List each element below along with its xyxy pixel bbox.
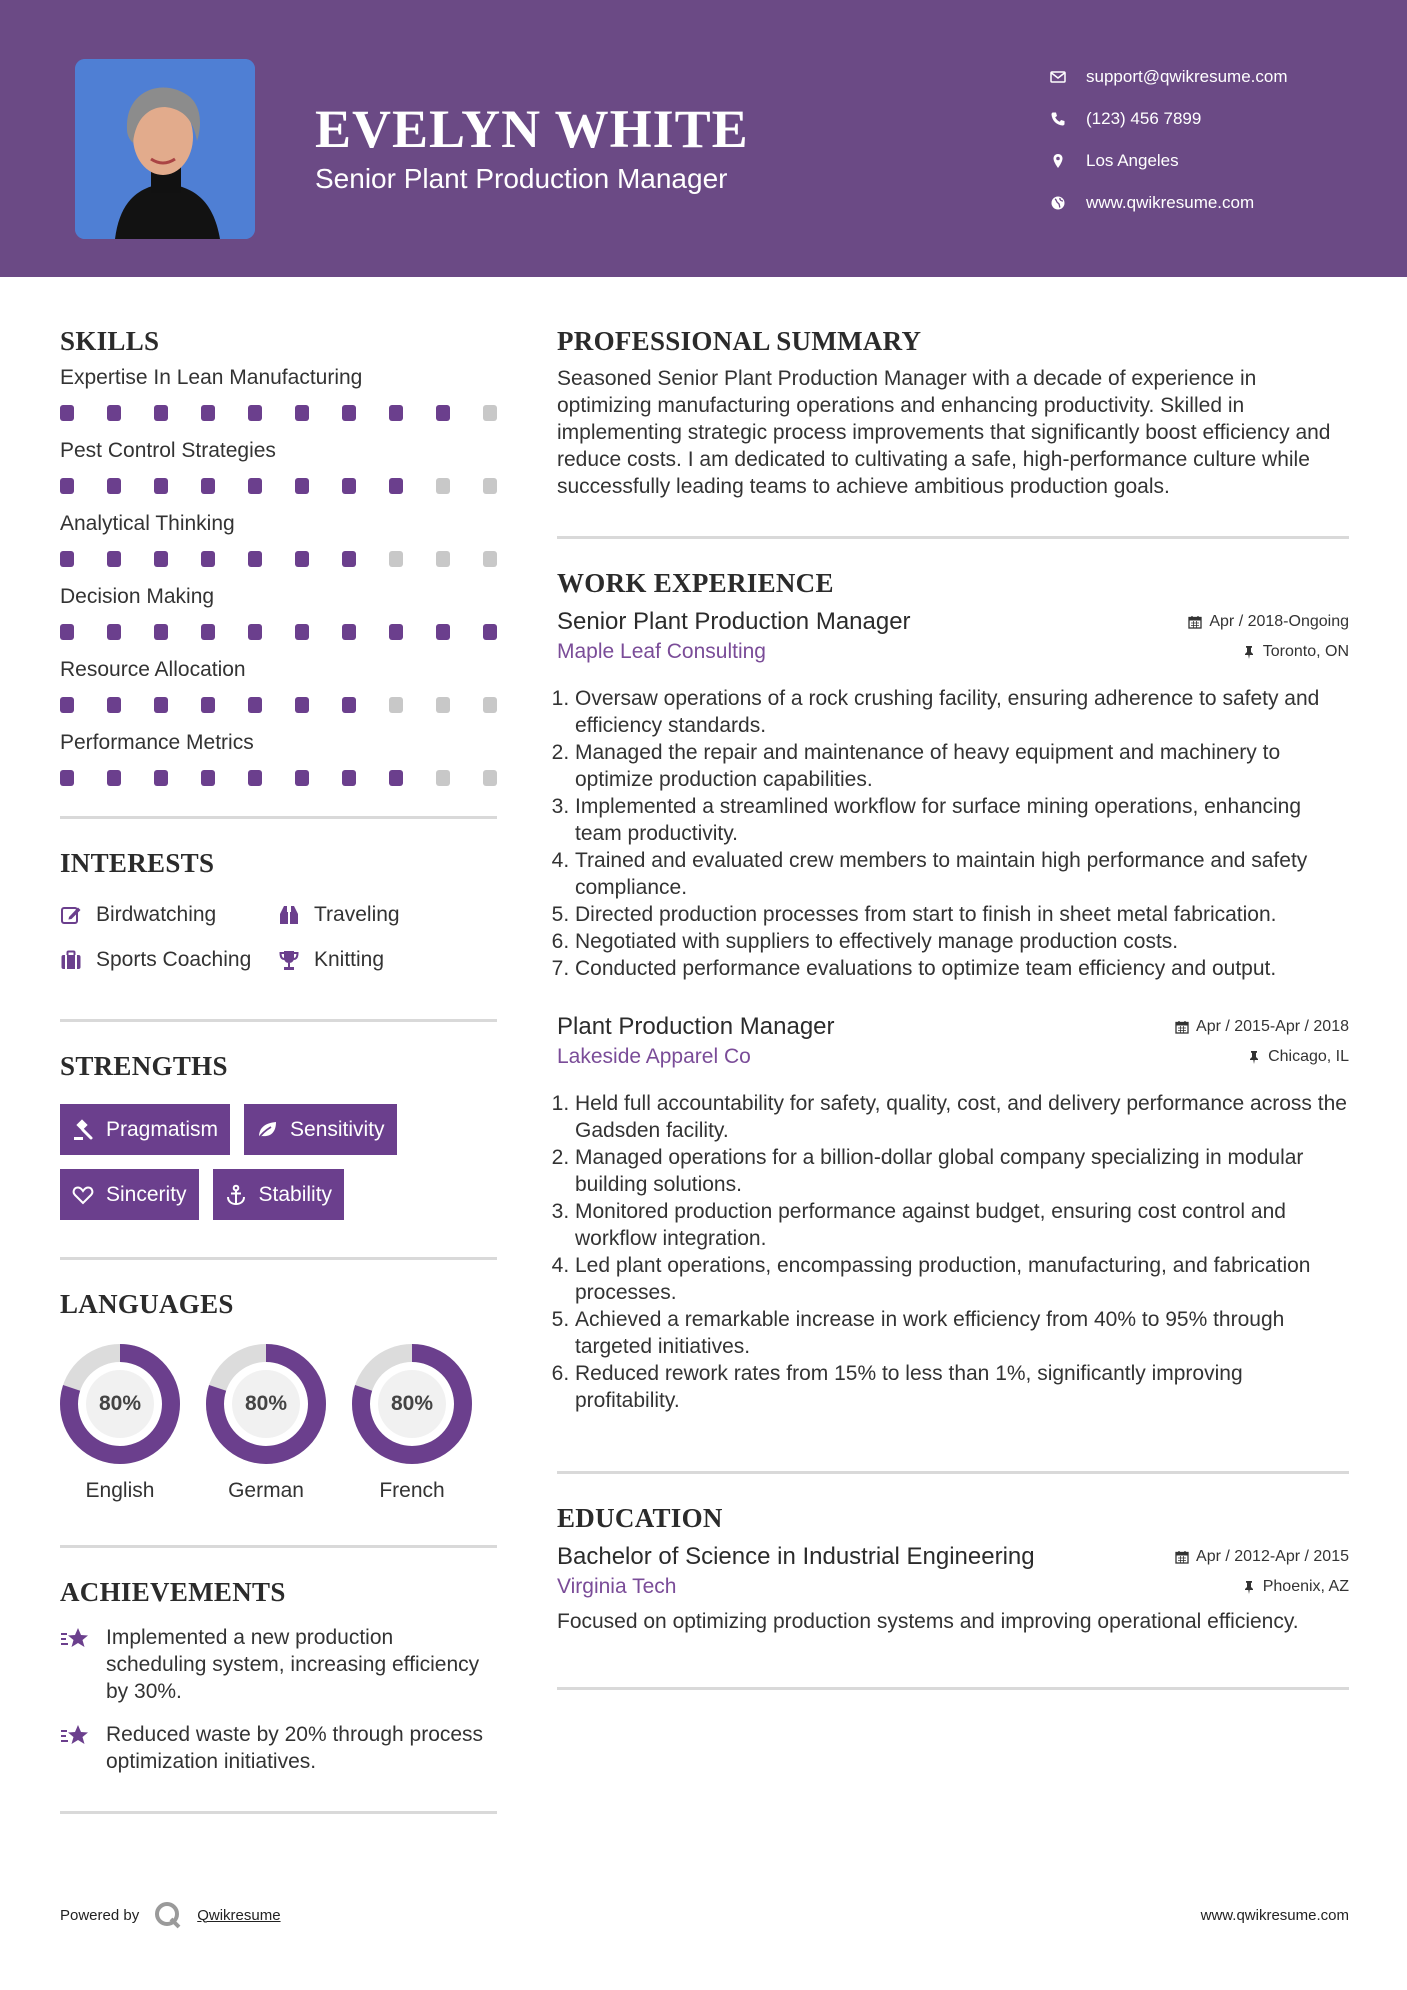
- footer-url[interactable]: www.qwikresume.com: [1200, 1906, 1349, 1924]
- strength-label: Pragmatism: [106, 1117, 219, 1141]
- achievements-title: ACHIEVEMENTS: [60, 1577, 286, 1607]
- interest-label: Traveling: [314, 903, 400, 926]
- rating-dot-filled: [248, 551, 262, 567]
- pushpin-icon: [1242, 645, 1256, 659]
- calendar-icon: [1175, 1550, 1189, 1564]
- contact-website[interactable]: [1050, 182, 1288, 224]
- skills-title: SKILLS: [60, 326, 160, 356]
- rating-dot-filled: [60, 551, 74, 567]
- heart-icon: [72, 1184, 94, 1206]
- interest-item: [60, 901, 278, 929]
- duty-item: 3. Implemented a streamlined workflow for surface mining operations, enhancing team productivity.: [575, 793, 1349, 847]
- rating-dot-filled: [107, 770, 121, 786]
- education-location: [1242, 1572, 1349, 1602]
- job-header: [557, 1012, 1349, 1042]
- rating-dot-filled: [295, 697, 309, 713]
- rating-dot-filled: [201, 551, 215, 567]
- calendar-icon: [1188, 615, 1202, 629]
- skill-rating: [60, 478, 497, 494]
- skill-name: Analytical Thinking: [60, 512, 235, 535]
- job-location-text: Toronto, ON: [1262, 643, 1349, 660]
- skill-item: [60, 364, 497, 437]
- rating-dot-filled: [107, 697, 121, 713]
- education-header: [557, 1542, 1349, 1572]
- rating-dot-filled: [248, 624, 262, 640]
- interest-item: [60, 946, 278, 974]
- experience-title: WORK EXPERIENCE: [557, 568, 834, 598]
- powered-by: [60, 1900, 281, 1930]
- pushpin-icon: [1247, 1050, 1261, 1064]
- rating-dot-filled: [60, 405, 74, 421]
- skill-rating: [60, 770, 497, 786]
- job-dates-text: Apr / 2015-Apr / 2018: [1196, 1018, 1349, 1035]
- interest-item: [278, 901, 478, 929]
- interests-title: INTERESTS: [60, 848, 215, 878]
- skill-rating: [60, 405, 497, 421]
- rating-dot-empty: [436, 551, 450, 567]
- skill-item: [60, 583, 497, 656]
- contact-website-text: www.qwikresume.com: [1086, 193, 1255, 212]
- rating-dot-filled: [295, 405, 309, 421]
- strength-tag: [60, 1104, 230, 1155]
- rating-dot-filled: [107, 624, 121, 640]
- rating-dot-filled: [248, 478, 262, 494]
- rating-dot-filled: [107, 478, 121, 494]
- languages-list: [60, 1344, 497, 1503]
- rating-dot-empty: [483, 405, 497, 421]
- duty-item: 1. Held full accountability for safety, quality, cost, and delivery performance across the Gadsden facility.: [575, 1090, 1349, 1144]
- language-ring: [352, 1344, 472, 1464]
- candidate-name: EVELYN WHITE: [315, 99, 749, 159]
- gavel-icon: [72, 1119, 94, 1141]
- rating-dot-filled: [201, 624, 215, 640]
- job-dates-text: Apr / 2018-Ongoing: [1209, 613, 1349, 630]
- strength-label: Sensitivity: [290, 1117, 385, 1141]
- education-description: Focused on optimizing production systems and improving operational efficiency.: [557, 1610, 1299, 1633]
- duty-item: 4. Trained and evaluated crew members to maintain high performance and safety compliance.: [575, 847, 1349, 901]
- skill-name: Decision Making: [60, 585, 215, 608]
- rating-dot-empty: [483, 770, 497, 786]
- language-percent: 80%: [244, 1392, 288, 1415]
- education-location-text: Phoenix, AZ: [1262, 1578, 1349, 1595]
- rating-dot-empty: [436, 478, 450, 494]
- rating-dot-filled: [295, 551, 309, 567]
- anchor-icon: [225, 1184, 247, 1206]
- language-ring: [60, 1344, 180, 1464]
- left-column: [60, 277, 497, 1814]
- rating-dot-empty: [389, 697, 403, 713]
- contact-email-text: support@qwikresume.com: [1086, 67, 1288, 86]
- right-column: [557, 277, 1349, 1690]
- rating-dot-filled: [60, 478, 74, 494]
- strengths-title: STRENGTHS: [60, 1051, 228, 1081]
- contact-location: [1050, 140, 1288, 182]
- job-company: Lakeside Apparel Co: [557, 1045, 751, 1068]
- contact-phone[interactable]: [1050, 98, 1288, 140]
- achievement-text: Implemented a new production scheduling system, increasing efficiency by 30%.: [106, 1626, 480, 1703]
- job-entry: [557, 1012, 1349, 1414]
- skill-rating: [60, 551, 497, 567]
- section-divider: [60, 1811, 497, 1814]
- interest-label: Sports Coaching: [96, 948, 252, 971]
- globe-icon: [1050, 195, 1086, 211]
- strength-tag: [244, 1104, 397, 1155]
- phone-icon: [1050, 111, 1086, 127]
- job-location: [1247, 1042, 1349, 1072]
- job-title: Senior Plant Production Manager: [557, 608, 911, 635]
- rating-dot-filled: [342, 405, 356, 421]
- duty-item: 6. Negotiated with suppliers to effectively manage production costs.: [575, 928, 1349, 955]
- interest-item: [278, 946, 478, 974]
- education-title: EDUCATION: [557, 1503, 723, 1533]
- brand-link[interactable]: Qwikresume: [197, 1906, 281, 1924]
- rating-dot-filled: [154, 478, 168, 494]
- duty-item: 4. Led plant operations, encompassing production, manufacturing, and fabrication processes.: [575, 1252, 1349, 1306]
- skill-item: [60, 729, 497, 802]
- languages-title: LANGUAGES: [60, 1289, 234, 1319]
- job-subheader: [557, 1042, 1349, 1072]
- envelope-icon: [1050, 69, 1086, 85]
- rating-dot-filled: [201, 697, 215, 713]
- powered-by-text: Powered by: [60, 1906, 140, 1924]
- achievement-item: [60, 1624, 497, 1705]
- language-name: German: [228, 1479, 304, 1502]
- language-item: [352, 1344, 472, 1503]
- medal-star-icon: [60, 1626, 90, 1652]
- interest-label: Birdwatching: [96, 903, 217, 926]
- rating-dot-filled: [154, 697, 168, 713]
- rating-dot-empty: [436, 770, 450, 786]
- strengths-list: [60, 1104, 497, 1220]
- rating-dot-filled: [483, 624, 497, 640]
- pencil-square-icon: [60, 904, 82, 926]
- profile-photo: [75, 59, 255, 239]
- language-item: [206, 1344, 326, 1503]
- strength-label: Sincerity: [106, 1182, 187, 1206]
- rating-dot-filled: [389, 405, 403, 421]
- skill-name: Pest Control Strategies: [60, 439, 276, 462]
- skill-item: [60, 437, 497, 510]
- rating-dot-empty: [389, 551, 403, 567]
- job-entry: [557, 607, 1349, 982]
- briefcase-icon: [60, 949, 82, 971]
- duty-item: 5. Achieved a remarkable increase in work efficiency from 40% to 95% through targeted initiatives.: [575, 1306, 1349, 1360]
- rating-dot-empty: [483, 478, 497, 494]
- pushpin-icon: [1242, 1580, 1256, 1594]
- language-ring: [206, 1344, 326, 1464]
- education-degree: Bachelor of Science in Industrial Engineering: [557, 1543, 1035, 1570]
- duty-item: 6. Reduced rework rates from 15% to less than 1%, significantly improving profitability.: [575, 1360, 1349, 1414]
- job-duties: [557, 1090, 1349, 1414]
- duty-item: 2. Managed the repair and maintenance of heavy equipment and machinery to optimize production capabilities.: [575, 739, 1349, 793]
- duty-item: 5. Directed production processes from start to finish in sheet metal fabrication.: [575, 901, 1349, 928]
- job-location-text: Chicago, IL: [1268, 1048, 1349, 1065]
- rating-dot-filled: [201, 405, 215, 421]
- summary-title: PROFESSIONAL SUMMARY: [557, 326, 922, 356]
- trophy-icon: [278, 949, 300, 971]
- duty-item: 2. Managed operations for a billion-dollar global company specializing in modular building solutions.: [575, 1144, 1349, 1198]
- rating-dot-filled: [60, 770, 74, 786]
- education-dates-text: Apr / 2012-Apr / 2015: [1196, 1548, 1349, 1565]
- language-percent: 80%: [98, 1392, 142, 1415]
- section-divider: [557, 1687, 1349, 1690]
- skill-item: [60, 510, 497, 583]
- rating-dot-filled: [342, 770, 356, 786]
- language-name: French: [379, 1479, 445, 1502]
- rating-dot-filled: [154, 405, 168, 421]
- job-location: [1242, 637, 1349, 667]
- rating-dot-filled: [342, 478, 356, 494]
- skills-list: [60, 364, 497, 819]
- rating-dot-filled: [201, 770, 215, 786]
- rating-dot-filled: [107, 551, 121, 567]
- rating-dot-filled: [436, 405, 450, 421]
- job-company: Maple Leaf Consulting: [557, 640, 766, 663]
- strength-tag: [60, 1169, 199, 1220]
- skill-name: Resource Allocation: [60, 658, 246, 681]
- language-name: English: [85, 1479, 155, 1502]
- rating-dot-filled: [60, 624, 74, 640]
- contact-phone-text: (123) 456 7899: [1086, 109, 1202, 128]
- rating-dot-empty: [483, 551, 497, 567]
- rating-dot-filled: [201, 478, 215, 494]
- contact-list: [1050, 56, 1288, 224]
- leaf-icon: [256, 1119, 278, 1141]
- qwikresume-logo-icon: [153, 1900, 183, 1930]
- rating-dot-filled: [342, 624, 356, 640]
- contact-location-text: Los Angeles: [1086, 151, 1179, 170]
- rating-dot-filled: [60, 697, 74, 713]
- contact-email[interactable]: [1050, 56, 1288, 98]
- jobs-list: [557, 607, 1349, 1414]
- portrait-image: [75, 59, 255, 239]
- education-dates: [1175, 1542, 1349, 1572]
- achievement-text: Reduced waste by 20% through process optimization initiatives.: [106, 1723, 484, 1773]
- rating-dot-filled: [248, 770, 262, 786]
- rating-dot-filled: [295, 478, 309, 494]
- rating-dot-filled: [389, 624, 403, 640]
- resume-header: [0, 0, 1407, 277]
- duty-item: 1. Oversaw operations of a rock crushing facility, ensuring adherence to safety and efficiency standards.: [575, 685, 1349, 739]
- rating-dot-filled: [436, 624, 450, 640]
- job-dates: [1175, 1012, 1349, 1042]
- skill-rating: [60, 624, 497, 640]
- language-item: [60, 1344, 180, 1503]
- job-duties: [557, 685, 1349, 982]
- binoculars-icon: [278, 904, 300, 926]
- language-percent: 80%: [390, 1392, 434, 1415]
- rating-dot-filled: [389, 770, 403, 786]
- footer: [60, 1900, 1349, 1930]
- skill-name: Performance Metrics: [60, 731, 254, 754]
- rating-dot-filled: [342, 697, 356, 713]
- candidate-role: Senior Plant Production Manager: [315, 163, 728, 194]
- rating-dot-filled: [248, 697, 262, 713]
- duty-item: 3. Monitored production performance against budget, ensuring cost control and workflow integration.: [575, 1198, 1349, 1252]
- job-dates: [1188, 607, 1349, 637]
- interests-list: [60, 901, 497, 974]
- rating-dot-filled: [342, 551, 356, 567]
- education-school: Virginia Tech: [557, 1575, 677, 1598]
- summary-text: Seasoned Senior Plant Production Manager with a decade of experience in optimizing manufacturing operations and enhancing productivity. Skilled in implementing strategic process improvements that significantly boost efficiency and reduce costs. I am dedicated to cultivating a safe, high-performance culture while successfully leading teams to achieve ambitious production goals.: [557, 367, 1331, 498]
- job-subheader: [557, 637, 1349, 667]
- rating-dot-filled: [154, 551, 168, 567]
- rating-dot-filled: [107, 405, 121, 421]
- rating-dot-filled: [295, 624, 309, 640]
- rating-dot-empty: [483, 697, 497, 713]
- skill-name: Expertise In Lean Manufacturing: [60, 366, 363, 389]
- strength-label: Stability: [258, 1182, 333, 1206]
- rating-dot-filled: [154, 624, 168, 640]
- calendar-icon: [1175, 1020, 1189, 1034]
- achievement-item: [60, 1721, 497, 1775]
- rating-dot-filled: [295, 770, 309, 786]
- rating-dot-filled: [248, 405, 262, 421]
- job-header: [557, 607, 1349, 637]
- job-title: Plant Production Manager: [557, 1013, 835, 1040]
- duty-item: 7. Conducted performance evaluations to optimize team efficiency and output.: [575, 955, 1349, 982]
- education-subheader: [557, 1572, 1349, 1602]
- strength-tag: [213, 1169, 345, 1220]
- skill-item: [60, 656, 497, 729]
- rating-dot-filled: [154, 770, 168, 786]
- interest-label: Knitting: [314, 948, 385, 971]
- map-pin-icon: [1050, 153, 1086, 169]
- rating-dot-filled: [389, 478, 403, 494]
- rating-dot-empty: [436, 697, 450, 713]
- skill-rating: [60, 697, 497, 713]
- medal-star-icon: [60, 1723, 90, 1749]
